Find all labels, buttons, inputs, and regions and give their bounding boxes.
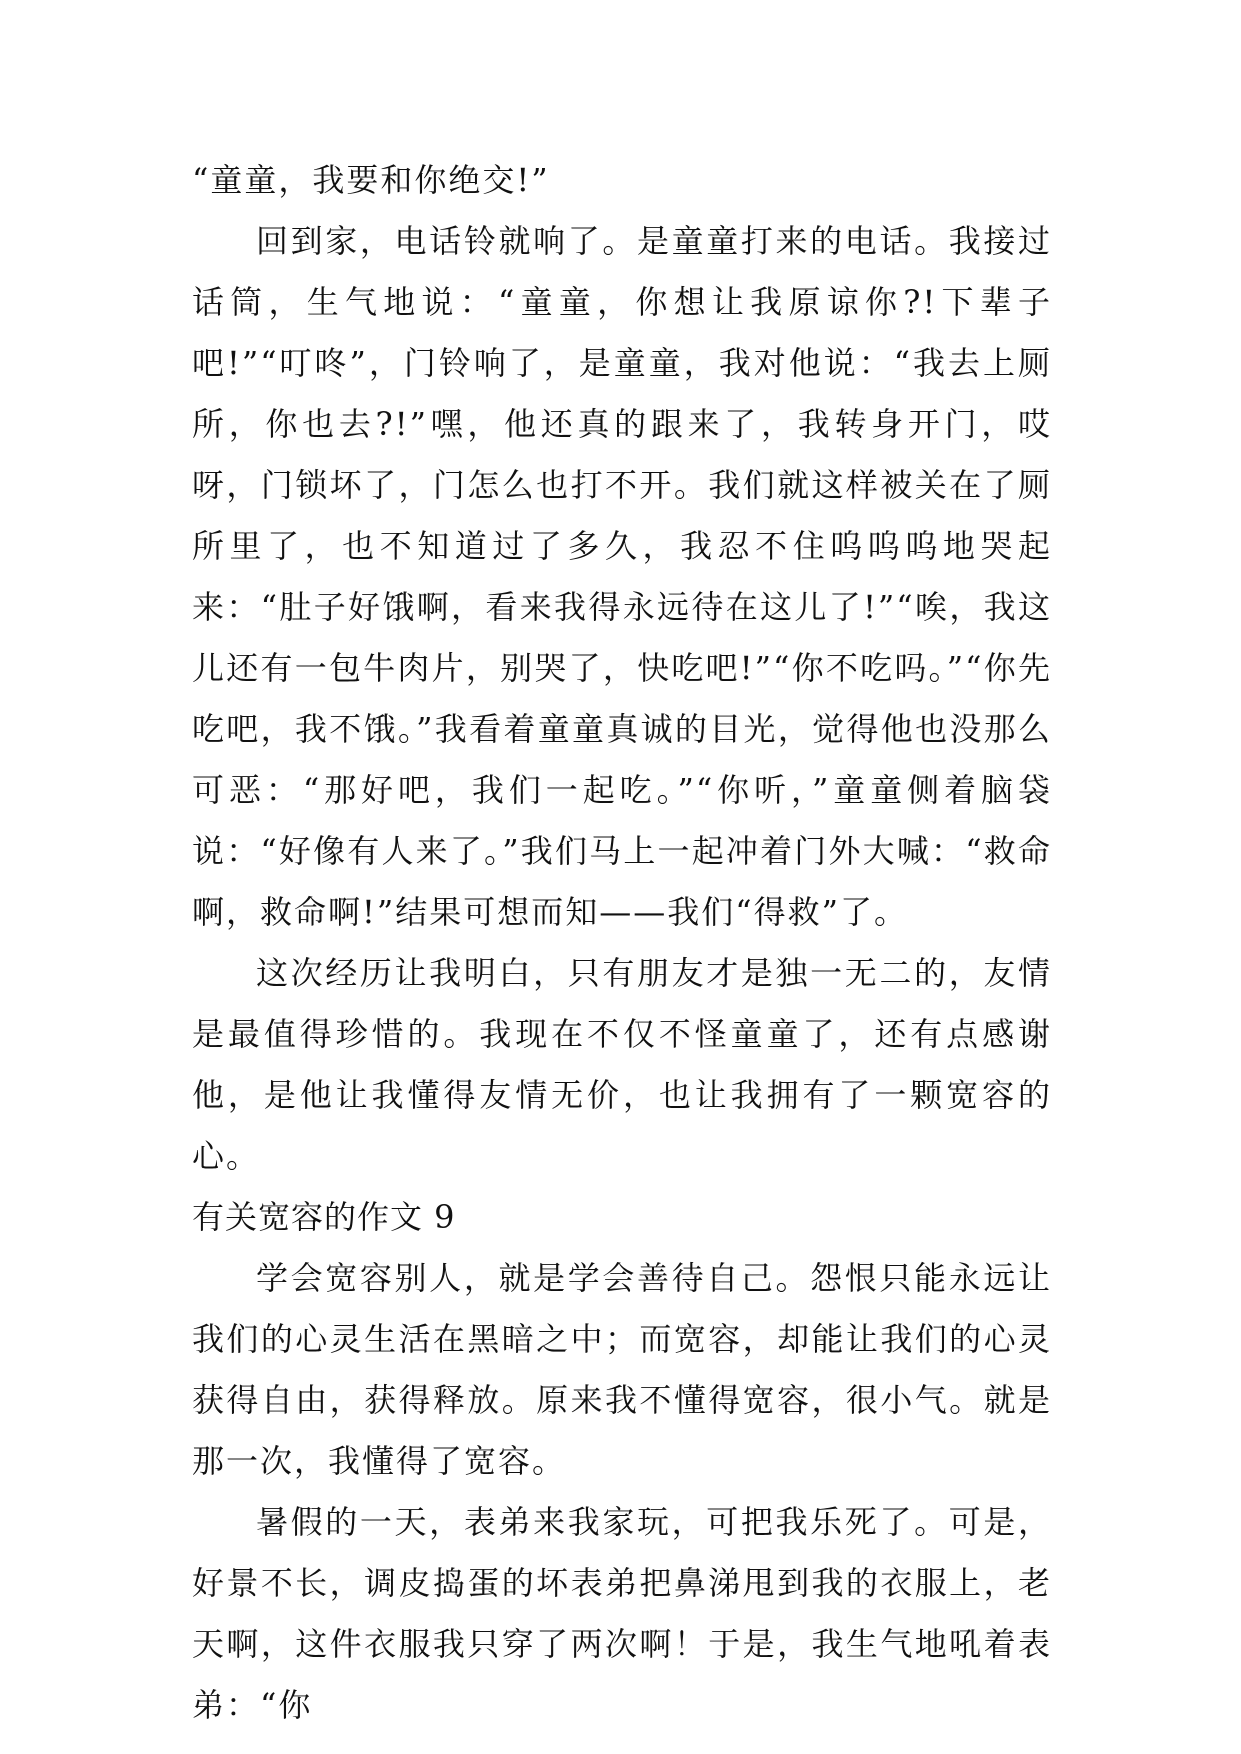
paragraph-intro: 学会宽容别人，就是学会善待自己。怨恨只能永远让我们的心灵生活在黑暗之中；而宽容，却能让我们的心灵获得自由，获得释放。原来我不懂得宽容，很小气。就是那一次，我懂得了宽容。	[192, 1259, 1052, 1480]
paragraph-summer: 暑假的一天，表弟来我家玩，可把我乐死了。可是，好景不长，调皮捣蛋的坏表弟把鼻涕甩到我的衣服上，老天啊，这件衣服我只穿了两次啊！于是，我生气地吼着表弟：“你	[192, 1503, 1052, 1724]
paragraph-story: 回到家，电话铃就响了。是童童打来的电话。我接过话筒，生气地说：“童童，你想让我原谅你?!下辈子吧!”“叮咚”，门铃响了，是童童，我对他说：“我去上厕所，你也去?!”嘿，他还真的跟来了，我转身开门，哎呀，门锁坏了，门怎么也打不开。我们就这样被关在了厕所里了，也不知道过了多久，我忍不住呜呜呜地哭起来：“肚子好饿啊，看来我得永远待在这儿了!”“唉，我这儿还有一包牛肉片，别哭了，快吃吧!”“你不吃吗。”“你先吃吧，我不饿。”我看着童童真诚的目光，觉得他也没那么可恶：“那好吧，我们一起吃。”“你听，”童童侧着脑袋说：“好像有人来了。”我们马上一起冲着门外大喊：“救命啊，救命啊!”结果可想而知——我们“得救”了。	[192, 222, 1052, 931]
document-page	[192, 150, 1052, 1736]
paragraph-reflection: 这次经历让我明白，只有朋友才是独一无二的，友情是最值得珍惜的。我现在不仅不怪童童了，还有点感谢他，是他让我懂得友情无价，也让我拥有了一颗宽容的心。	[192, 954, 1052, 1175]
paragraph-quote: “童童，我要和你绝交!”	[192, 161, 550, 199]
section-title: 有关宽容的作文 9	[192, 1198, 456, 1236]
